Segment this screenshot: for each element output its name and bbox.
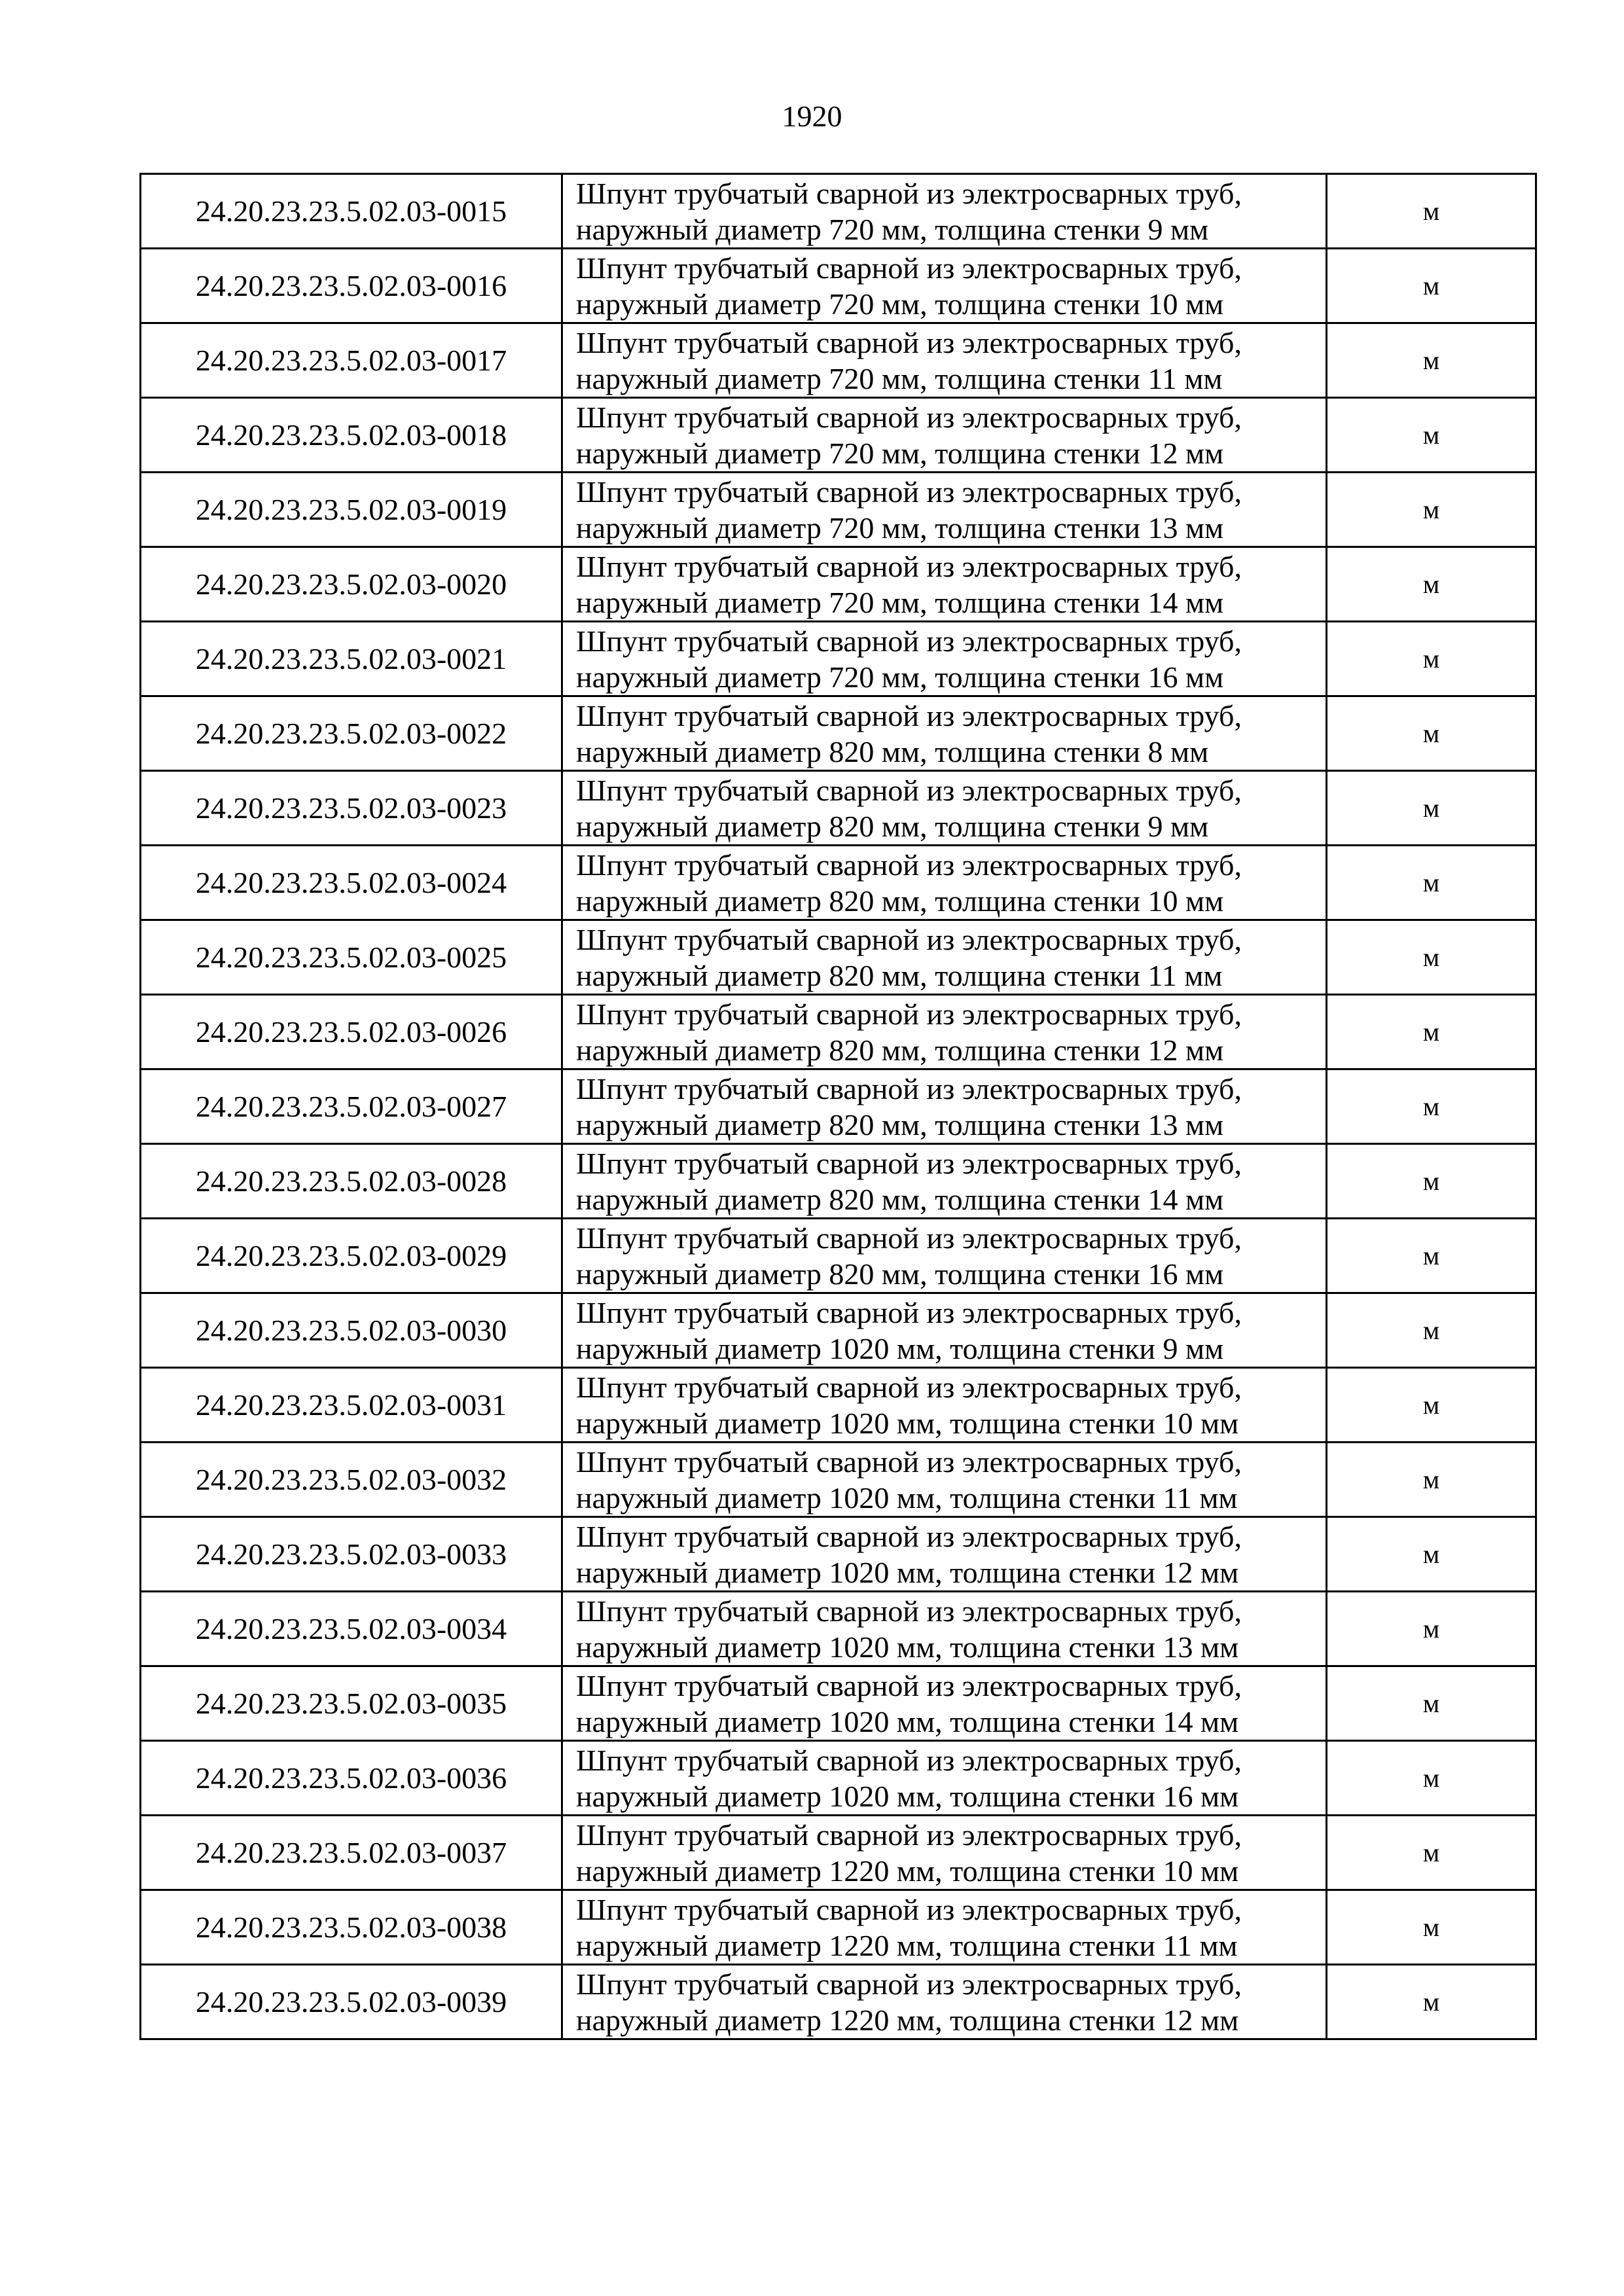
- resource-code-cell: 24.20.23.23.5.02.03-0023: [141, 771, 562, 846]
- resource-description-cell: [562, 323, 1327, 398]
- table-row: [141, 1069, 1536, 1144]
- table-row: [141, 398, 1536, 473]
- table-row: [141, 696, 1536, 771]
- table-row: [141, 1592, 1536, 1666]
- description-line-1: Шпунт трубчатый сварной из электросварных труб,: [576, 1370, 1242, 1404]
- resource-code-cell: 24.20.23.23.5.02.03-0026: [141, 995, 562, 1069]
- resource-description-cell: [562, 174, 1327, 249]
- description-line-1: Шпунт трубчатый сварной из электросварных труб,: [576, 1594, 1242, 1628]
- description-line-2: наружный диаметр 1220 мм, толщина стенки 11 мм: [576, 1928, 1238, 1962]
- table-body: [141, 174, 1536, 2039]
- resource-description-cell: [562, 547, 1327, 622]
- description-line-2: наружный диаметр 720 мм, толщина стенки 12 мм: [576, 436, 1224, 470]
- resource-description-cell: [562, 1890, 1327, 1965]
- description-line-2: наружный диаметр 1020 мм, толщина стенки 10 мм: [576, 1406, 1239, 1440]
- resource-code-cell: 24.20.23.23.5.02.03-0037: [141, 1816, 562, 1890]
- description-line-1: Шпунт трубчатый сварной из электросварных труб,: [576, 1146, 1242, 1180]
- unit-cell: м: [1327, 473, 1536, 547]
- description-line-1: Шпунт трубчатый сварной из электросварных труб,: [576, 549, 1242, 583]
- description-line-1: Шпунт трубчатый сварной из электросварных труб,: [576, 1071, 1242, 1105]
- description-line-2: наружный диаметр 720 мм, толщина стенки 11 мм: [576, 361, 1223, 395]
- description-line-1: Шпунт трубчатый сварной из электросварных труб,: [576, 400, 1242, 434]
- description-line-1: Шпунт трубчатый сварной из электросварных труб,: [576, 325, 1242, 359]
- resource-description-cell: [562, 995, 1327, 1069]
- resource-code-cell: 24.20.23.23.5.02.03-0033: [141, 1517, 562, 1592]
- unit-cell: м: [1327, 1666, 1536, 1741]
- description-line-2: наружный диаметр 1020 мм, толщина стенки 16 мм: [576, 1779, 1239, 1813]
- resource-description-cell: [562, 846, 1327, 920]
- resource-description-cell: [562, 1592, 1327, 1666]
- description-line-1: Шпунт трубчатый сварной из электросварных труб,: [576, 698, 1242, 732]
- description-line-2: наружный диаметр 1220 мм, толщина стенки 12 мм: [576, 2003, 1239, 2037]
- unit-cell: м: [1327, 1890, 1536, 1965]
- resource-code-cell: 24.20.23.23.5.02.03-0035: [141, 1666, 562, 1741]
- description-line-2: наружный диаметр 820 мм, толщина стенки 12 мм: [576, 1033, 1224, 1067]
- table-row: [141, 1890, 1536, 1965]
- resource-code-cell: 24.20.23.23.5.02.03-0031: [141, 1368, 562, 1443]
- description-line-1: Шпунт трубчатый сварной из электросварных труб,: [576, 1444, 1242, 1479]
- description-line-2: наружный диаметр 1020 мм, толщина стенки 13 мм: [576, 1630, 1239, 1664]
- unit-cell: м: [1327, 1965, 1536, 2039]
- description-line-2: наружный диаметр 1220 мм, толщина стенки 10 мм: [576, 1854, 1239, 1888]
- unit-cell: м: [1327, 547, 1536, 622]
- unit-cell: м: [1327, 771, 1536, 846]
- resource-table: [139, 173, 1537, 2040]
- resource-code-cell: 24.20.23.23.5.02.03-0018: [141, 398, 562, 473]
- resource-code-cell: 24.20.23.23.5.02.03-0036: [141, 1741, 562, 1816]
- description-line-2: наружный диаметр 720 мм, толщина стенки 9 мм: [576, 212, 1209, 246]
- description-line-1: Шпунт трубчатый сварной из электросварных труб,: [576, 997, 1242, 1031]
- unit-cell: м: [1327, 995, 1536, 1069]
- resource-description-cell: [562, 771, 1327, 846]
- resource-description-cell: [562, 1443, 1327, 1517]
- description-line-2: наружный диаметр 820 мм, толщина стенки 14 мм: [576, 1182, 1224, 1216]
- description-line-2: наружный диаметр 1020 мм, толщина стенки 9 мм: [576, 1331, 1224, 1365]
- description-line-2: наружный диаметр 820 мм, толщина стенки 9 мм: [576, 809, 1209, 843]
- resource-code-cell: 24.20.23.23.5.02.03-0020: [141, 547, 562, 622]
- unit-cell: м: [1327, 1069, 1536, 1144]
- description-line-1: Шпунт трубчатый сварной из электросварных труб,: [576, 1743, 1242, 1777]
- resource-description-cell: [562, 696, 1327, 771]
- description-line-2: наружный диаметр 720 мм, толщина стенки 10 мм: [576, 287, 1224, 321]
- table-row: [141, 1741, 1536, 1816]
- unit-cell: м: [1327, 1741, 1536, 1816]
- page-number: 1920: [782, 99, 842, 133]
- description-line-2: наружный диаметр 820 мм, толщина стенки 11 мм: [576, 958, 1223, 992]
- unit-cell: м: [1327, 1443, 1536, 1517]
- table-row: [141, 249, 1536, 323]
- description-line-2: наружный диаметр 1020 мм, толщина стенки 11 мм: [576, 1480, 1238, 1515]
- description-line-1: Шпунт трубчатый сварной из электросварных труб,: [576, 624, 1242, 658]
- unit-cell: м: [1327, 1144, 1536, 1219]
- unit-cell: м: [1327, 1293, 1536, 1368]
- description-line-1: Шпунт трубчатый сварной из электросварных труб,: [576, 773, 1242, 807]
- table-row: [141, 1443, 1536, 1517]
- resource-code-cell: 24.20.23.23.5.02.03-0024: [141, 846, 562, 920]
- resource-code-cell: 24.20.23.23.5.02.03-0016: [141, 249, 562, 323]
- table-row: [141, 995, 1536, 1069]
- table-row: [141, 1517, 1536, 1592]
- description-line-1: Шпунт трубчатый сварной из электросварных труб,: [576, 475, 1242, 509]
- unit-cell: м: [1327, 622, 1536, 696]
- description-line-1: Шпунт трубчатый сварной из электросварных труб,: [576, 251, 1242, 285]
- resource-code-cell: 24.20.23.23.5.02.03-0038: [141, 1890, 562, 1965]
- description-line-2: наружный диаметр 720 мм, толщина стенки 13 мм: [576, 511, 1224, 545]
- description-line-1: Шпунт трубчатый сварной из электросварных труб,: [576, 176, 1242, 210]
- resource-description-cell: [562, 1741, 1327, 1816]
- description-line-1: Шпунт трубчатый сварной из электросварных труб,: [576, 1295, 1242, 1329]
- description-line-1: Шпунт трубчатый сварной из электросварных труб,: [576, 1967, 1242, 2001]
- description-line-1: Шпунт трубчатый сварной из электросварных труб,: [576, 1892, 1242, 1926]
- unit-cell: м: [1327, 920, 1536, 995]
- resource-description-cell: [562, 1965, 1327, 2039]
- resource-code-cell: 24.20.23.23.5.02.03-0015: [141, 174, 562, 249]
- resource-code-cell: 24.20.23.23.5.02.03-0030: [141, 1293, 562, 1368]
- table-row: [141, 920, 1536, 995]
- description-line-2: наружный диаметр 1020 мм, толщина стенки 14 мм: [576, 1704, 1239, 1738]
- resource-description-cell: [562, 920, 1327, 995]
- resource-code-cell: 24.20.23.23.5.02.03-0034: [141, 1592, 562, 1666]
- table-row: [141, 547, 1536, 622]
- table-row: [141, 846, 1536, 920]
- table-row: [141, 771, 1536, 846]
- resource-code-cell: 24.20.23.23.5.02.03-0029: [141, 1219, 562, 1293]
- table-row: [141, 1666, 1536, 1741]
- resource-code-cell: 24.20.23.23.5.02.03-0017: [141, 323, 562, 398]
- table-row: [141, 1219, 1536, 1293]
- resource-description-cell: [562, 1069, 1327, 1144]
- resource-code-cell: 24.20.23.23.5.02.03-0032: [141, 1443, 562, 1517]
- unit-cell: м: [1327, 1816, 1536, 1890]
- resource-code-cell: 24.20.23.23.5.02.03-0027: [141, 1069, 562, 1144]
- unit-cell: м: [1327, 398, 1536, 473]
- description-line-1: Шпунт трубчатый сварной из электросварных труб,: [576, 848, 1242, 882]
- table-row: [141, 473, 1536, 547]
- resource-code-cell: 24.20.23.23.5.02.03-0039: [141, 1965, 562, 2039]
- resource-description-cell: [562, 1293, 1327, 1368]
- resource-description-cell: [562, 1368, 1327, 1443]
- unit-cell: м: [1327, 174, 1536, 249]
- resource-description-cell: [562, 1219, 1327, 1293]
- description-line-2: наружный диаметр 720 мм, толщина стенки 14 мм: [576, 585, 1224, 619]
- resource-code-cell: 24.20.23.23.5.02.03-0025: [141, 920, 562, 995]
- table-row: [141, 622, 1536, 696]
- description-line-2: наружный диаметр 720 мм, толщина стенки 16 мм: [576, 660, 1224, 694]
- resource-description-cell: [562, 1517, 1327, 1592]
- description-line-2: наружный диаметр 820 мм, толщина стенки 16 мм: [576, 1257, 1224, 1291]
- description-line-1: Шпунт трубчатый сварной из электросварных труб,: [576, 1818, 1242, 1852]
- table-row: [141, 323, 1536, 398]
- unit-cell: м: [1327, 846, 1536, 920]
- unit-cell: м: [1327, 1517, 1536, 1592]
- description-line-2: наружный диаметр 820 мм, толщина стенки 10 мм: [576, 884, 1224, 918]
- table-row: [141, 1965, 1536, 2039]
- resource-description-cell: [562, 1816, 1327, 1890]
- description-line-1: Шпунт трубчатый сварной из электросварных труб,: [576, 1668, 1242, 1702]
- resource-code-cell: 24.20.23.23.5.02.03-0028: [141, 1144, 562, 1219]
- table-row: [141, 1368, 1536, 1443]
- resource-description-cell: [562, 1666, 1327, 1741]
- resource-code-cell: 24.20.23.23.5.02.03-0022: [141, 696, 562, 771]
- description-line-1: Шпунт трубчатый сварной из электросварных труб,: [576, 922, 1242, 956]
- unit-cell: м: [1327, 323, 1536, 398]
- table-row: [141, 1293, 1536, 1368]
- description-line-2: наружный диаметр 820 мм, толщина стенки 8 мм: [576, 734, 1209, 768]
- resource-description-cell: [562, 622, 1327, 696]
- unit-cell: м: [1327, 1368, 1536, 1443]
- resource-description-cell: [562, 398, 1327, 473]
- resource-code-cell: 24.20.23.23.5.02.03-0019: [141, 473, 562, 547]
- description-line-2: наружный диаметр 1020 мм, толщина стенки 12 мм: [576, 1555, 1239, 1589]
- unit-cell: м: [1327, 249, 1536, 323]
- description-line-1: Шпунт трубчатый сварной из электросварных труб,: [576, 1221, 1242, 1255]
- resource-description-cell: [562, 1144, 1327, 1219]
- resource-code-cell: 24.20.23.23.5.02.03-0021: [141, 622, 562, 696]
- unit-cell: м: [1327, 696, 1536, 771]
- resource-description-cell: [562, 249, 1327, 323]
- table-row: [141, 1144, 1536, 1219]
- table-row: [141, 1816, 1536, 1890]
- unit-cell: м: [1327, 1219, 1536, 1293]
- description-line-2: наружный диаметр 820 мм, толщина стенки 13 мм: [576, 1107, 1224, 1141]
- unit-cell: м: [1327, 1592, 1536, 1666]
- description-line-1: Шпунт трубчатый сварной из электросварных труб,: [576, 1519, 1242, 1553]
- resource-description-cell: [562, 473, 1327, 547]
- table-row: [141, 174, 1536, 249]
